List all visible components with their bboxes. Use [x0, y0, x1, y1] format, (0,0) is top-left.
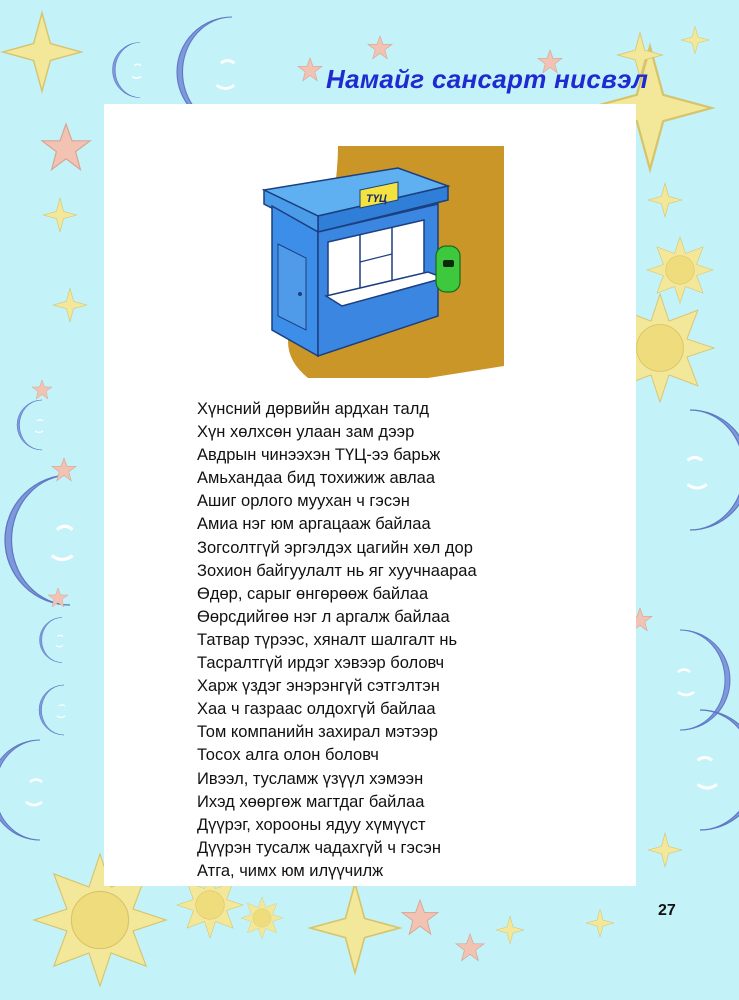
- moon-icon: [39, 685, 65, 735]
- kiosk-sign: ТҮЦ: [366, 193, 387, 205]
- poem-line: Хүнсний дөрвийн ардхан талд: [197, 400, 429, 418]
- poem-line: Өөрсдийгөө нэг л аргалж байлаа: [197, 607, 450, 626]
- poem-line: Дүүрэг, хорооны ядуу хүмүүст: [197, 815, 426, 834]
- poem-text: [197, 398, 477, 883]
- poem-line: Тасралтгүй ирдэг хэвээр боловч: [197, 654, 445, 673]
- poem-line: Авдрын чинээхэн ТҮЦ-ээ барьж: [197, 446, 441, 465]
- poem-line: Амьхандаа бид тохижиж авлаа: [197, 469, 435, 488]
- kiosk-illustration: [248, 146, 504, 378]
- moon-icon: [40, 618, 63, 663]
- poem-line: Ивээл, тусламж үзүүл хэмээн: [197, 769, 424, 788]
- poem-line: Том компанийн захирал мэтээр: [197, 723, 438, 742]
- trash-bin-icon: [436, 246, 460, 292]
- poem-line: Зогсолтгүй эргэлдэх цагийн хөл дор: [197, 538, 473, 557]
- moon-icon: [17, 400, 43, 450]
- moon-icon: [5, 475, 73, 605]
- poem-line: Дүүрэн тусалж чадахгүй ч гэсэн: [197, 838, 441, 857]
- moon-icon: [113, 43, 142, 98]
- poem-line: Тосох алга олон боловч: [197, 746, 379, 765]
- poem-line: Хаа ч газраас олдохгүй байлаа: [197, 700, 436, 719]
- moon-icon: [698, 710, 739, 830]
- poem-line: Амиа нэг юм аргацааж байлаа: [197, 515, 431, 534]
- poem-line: Татвар түрээс, хяналт шалгалт нь: [197, 630, 458, 649]
- moon-icon: [0, 740, 42, 840]
- page-title: Намайг сансарт нисвэл: [326, 64, 649, 94]
- sun-icon: [647, 237, 713, 303]
- poem-line: Харж үздэг энэрэнгүй сэтгэлтэн: [197, 677, 440, 696]
- moon-icon: [688, 410, 739, 530]
- poem-line: Ихэд хөөргөж магтдаг байлаа: [197, 792, 425, 811]
- poem-line: Хүн хөлхсөн улаан зам дээр: [197, 423, 415, 442]
- poem-line: Ашиг орлого муухан ч гэсэн: [197, 492, 410, 511]
- poem-line: Өдөр, сарыг өнгөрөөж байлаа: [197, 584, 429, 603]
- page-number: 27: [658, 902, 676, 919]
- sun-icon: [241, 897, 283, 939]
- poem-line: Зохион байгуулалт нь яг хуучнаараа: [197, 561, 477, 580]
- poem-line: Атга, чимх юм илүүчилж: [197, 861, 384, 880]
